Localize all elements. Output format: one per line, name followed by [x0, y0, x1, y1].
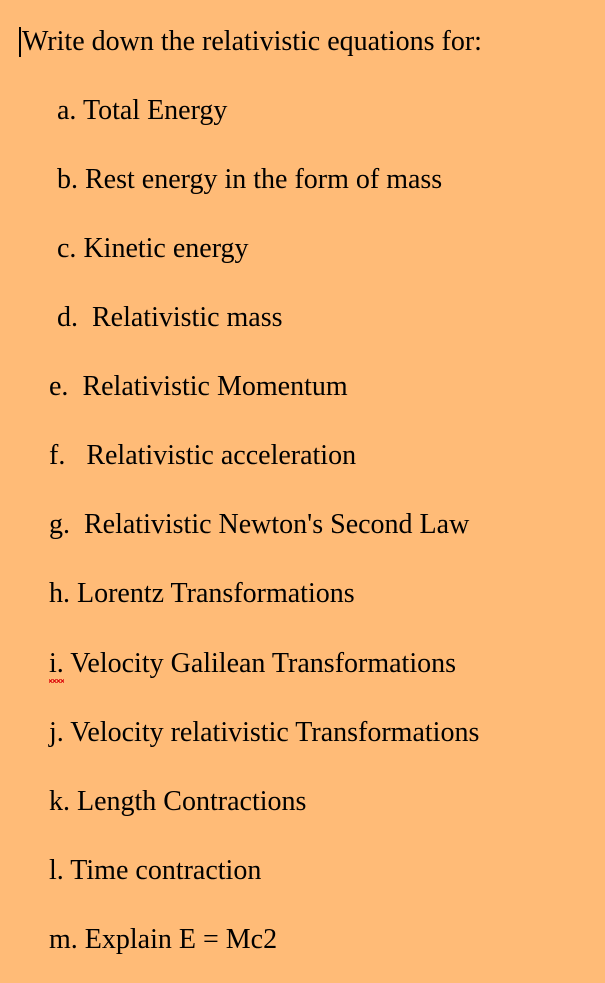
- list-item-a: [57, 95, 227, 127]
- list-item-i: [49, 648, 456, 680]
- item-text: Lorentz Transformations: [77, 578, 355, 609]
- list-item-m: [49, 924, 277, 956]
- item-text: Velocity Galilean Transformations: [70, 648, 457, 679]
- item-text: Relativistic Momentum: [82, 371, 348, 402]
- item-letter: c.: [57, 233, 77, 264]
- spellcheck-flagged-letter[interactable]: i.: [49, 648, 64, 679]
- list-item-c: [57, 233, 249, 265]
- item-letter: d.: [57, 302, 78, 333]
- item-letter: f.: [49, 440, 66, 471]
- item-text: Explain E = Mc2: [84, 924, 278, 955]
- item-text: Velocity relativistic Transformations: [70, 717, 480, 748]
- list-item-h: [49, 578, 355, 610]
- list-item-b: [57, 164, 442, 196]
- item-text: Total Energy: [82, 95, 228, 126]
- item-letter: g.: [49, 509, 70, 540]
- item-text: Relativistic acceleration: [86, 440, 357, 471]
- list-item-e: [49, 371, 348, 403]
- list-item-f: [49, 440, 356, 472]
- list-item-d: [57, 302, 283, 334]
- list-item-j: [49, 717, 479, 749]
- item-letter: e.: [49, 371, 69, 402]
- list-item-l: [49, 855, 261, 887]
- item-text: Length Contractions: [77, 786, 307, 817]
- text-cursor: [19, 27, 21, 57]
- item-letter: m.: [49, 924, 78, 955]
- list-item-g: [49, 509, 469, 541]
- question-heading: Write down the relativistic equations for:: [22, 26, 482, 57]
- item-text: Time contraction: [70, 855, 262, 886]
- item-text: Relativistic Newton's Second Law: [84, 509, 470, 540]
- item-text: Relativistic mass: [92, 302, 283, 333]
- item-letter: k.: [49, 786, 70, 817]
- item-letter: a.: [57, 95, 77, 126]
- item-text: Kinetic energy: [83, 233, 249, 264]
- item-letter: b.: [57, 164, 78, 195]
- item-letter: j.: [49, 717, 64, 748]
- item-text: Rest energy in the form of mass: [85, 164, 443, 195]
- item-letter: h.: [49, 578, 70, 609]
- item-letter: l.: [49, 855, 64, 886]
- list-item-k: [49, 786, 306, 818]
